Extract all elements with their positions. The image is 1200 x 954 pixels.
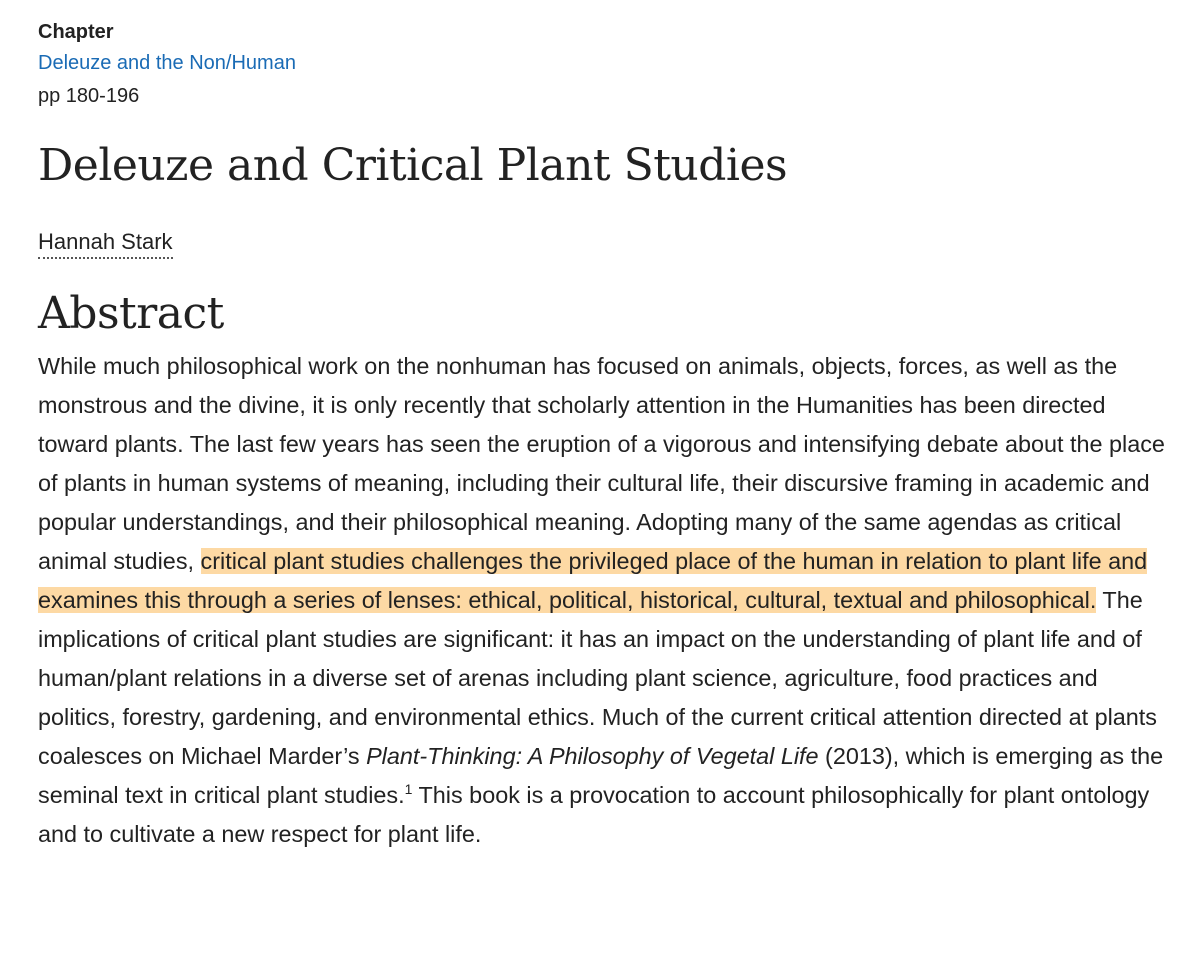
page-range: pp 180-196 — [38, 85, 140, 107]
author-link[interactable]: Hannah Stark — [38, 228, 173, 259]
abstract-heading: Abstract — [38, 288, 224, 339]
chapter-page — [38, 18, 1168, 854]
highlighted-passage: critical plant studies challenges the privileged place of the human in relation to plant life and examines this through a series of lenses: ethical, political, historical, cultural, textual and philosophical. — [38, 548, 1148, 613]
abstract-text — [38, 347, 1168, 854]
chapter-title: Deleuze and Critical Plant Studies — [38, 140, 788, 191]
abstract-text-part-3: (2013), which is emerging as the seminal text in critical plant studies. — [38, 743, 1164, 808]
book-title-link[interactable]: Deleuze and the Non/Human — [38, 52, 296, 74]
abstract-text-part-1: While much philosophical work on the nonhuman has focused on animals, objects, forces, as well as the monstrous and the divine, it is only recently that scholarly attention in the Humanities has been directed toward plants. The last few years has seen the eruption of a vigorous and intensifying debate about the place of plants in human systems of meaning, including their cultural life, their discursive framing in academic and popular understandings, and their philosophical meaning. Adopting many of the same agendas as critical animal studies, — [38, 353, 1165, 574]
abstract-text-part-2: The implications of critical plant studies are significant: it has an impact on the understanding of plant life and of human/plant relations in a diverse set of arenas including plant science, agriculture, food practices and politics, forestry, gardening, and environmental ethics. Much of the current critical attention directed at plants coalesces on Michael Marder’s — [38, 587, 1157, 769]
cited-book-title: Plant-Thinking: A Philosophy of Vegetal Life — [366, 743, 819, 769]
abstract-text-part-4: This book is a provocation to account philosophically for plant ontology and to cultivate a new respect for plant life. — [38, 782, 1150, 847]
chapter-type-label: Chapter — [38, 21, 114, 43]
footnote-marker[interactable]: 1 — [404, 781, 413, 797]
